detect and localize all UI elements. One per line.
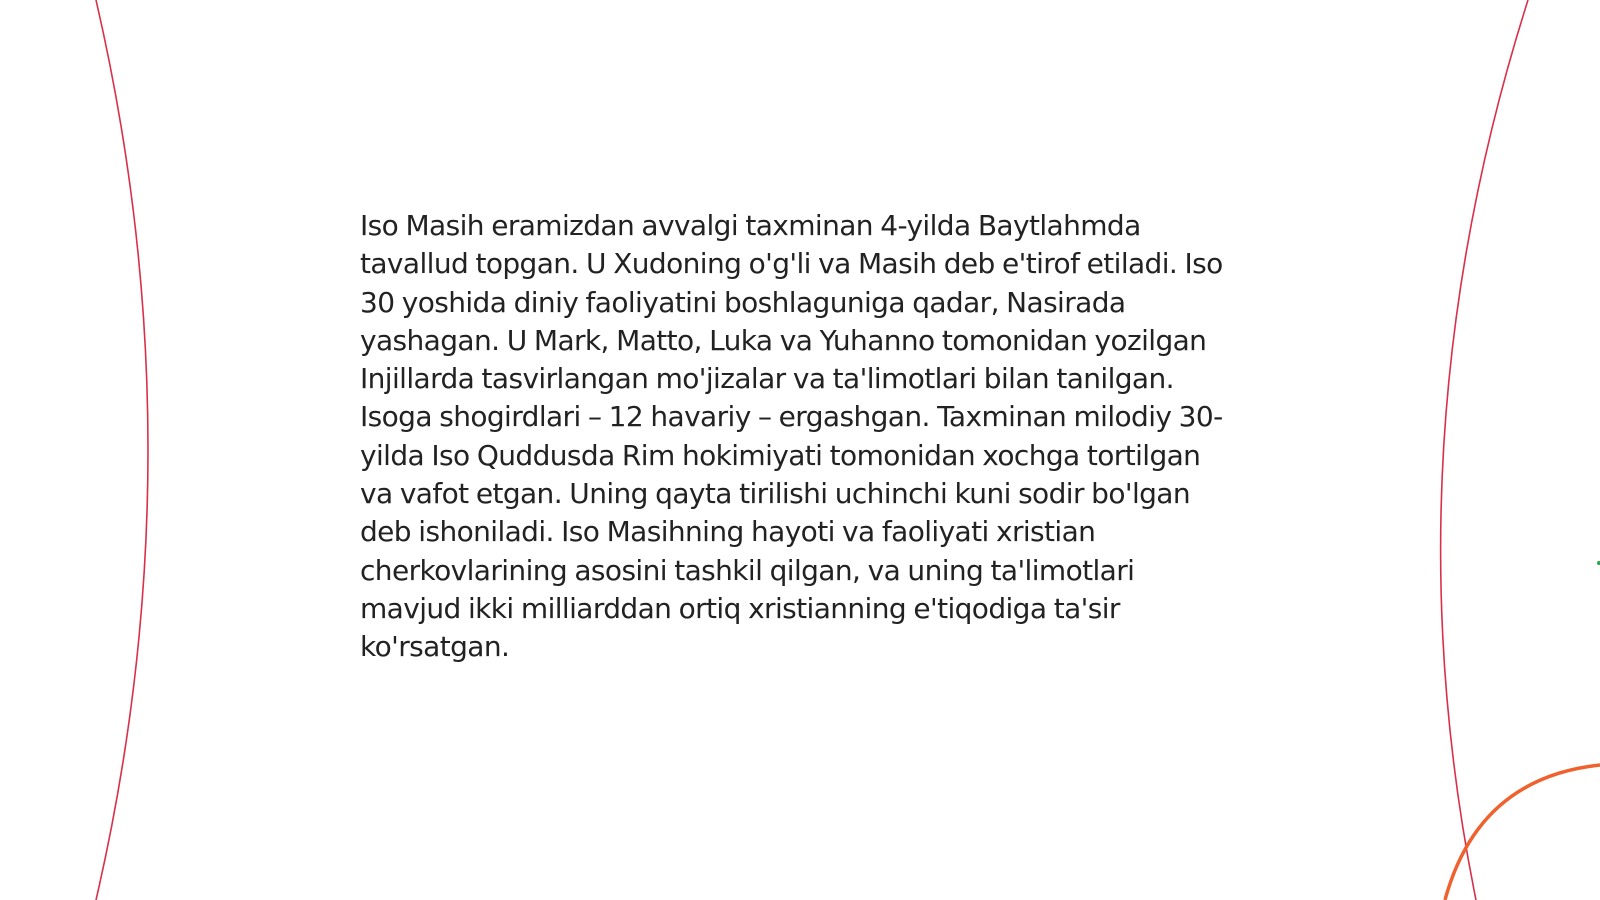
right-decorative-curve: [1441, 0, 1528, 900]
body-paragraph: Iso Masih eramizdan avvalgi taxminan 4-yilda Baytlahmda tavallud topgan. U Xudoning o'g'li va Masih deb e'tirof etiladi. Iso 30 yoshida diniy faoliyatini boshlaguniga qadar, Nasirada yashagan. U Mark, Matto, Luka va Yuhanno tomonidan yozilgan Injillarda tasvirlangan mo'jizalar va ta'limotlari bilan tanilgan. Isoga shogirdlari – 12 havariy – ergashgan. Taxminan milodiy 30-yilda Iso Quddusda Rim hokimiyati tomonidan xochga tortilgan va vafot etgan. Uning qayta tirilishi uchinchi kuni sodir bo'lgan deb ishoniladi. Iso Masihning hayoti va faoliyati xristian cherkovlarining asosini tashkil qilgan, va uning ta'limotlari mavjud ikki milliarddan ortiq xristianning e'tiqodiga ta'sir ko'rsatgan.: [360, 209, 1223, 664]
left-decorative-curve: [96, 0, 148, 900]
corner-decorative-arc: [1445, 765, 1600, 900]
